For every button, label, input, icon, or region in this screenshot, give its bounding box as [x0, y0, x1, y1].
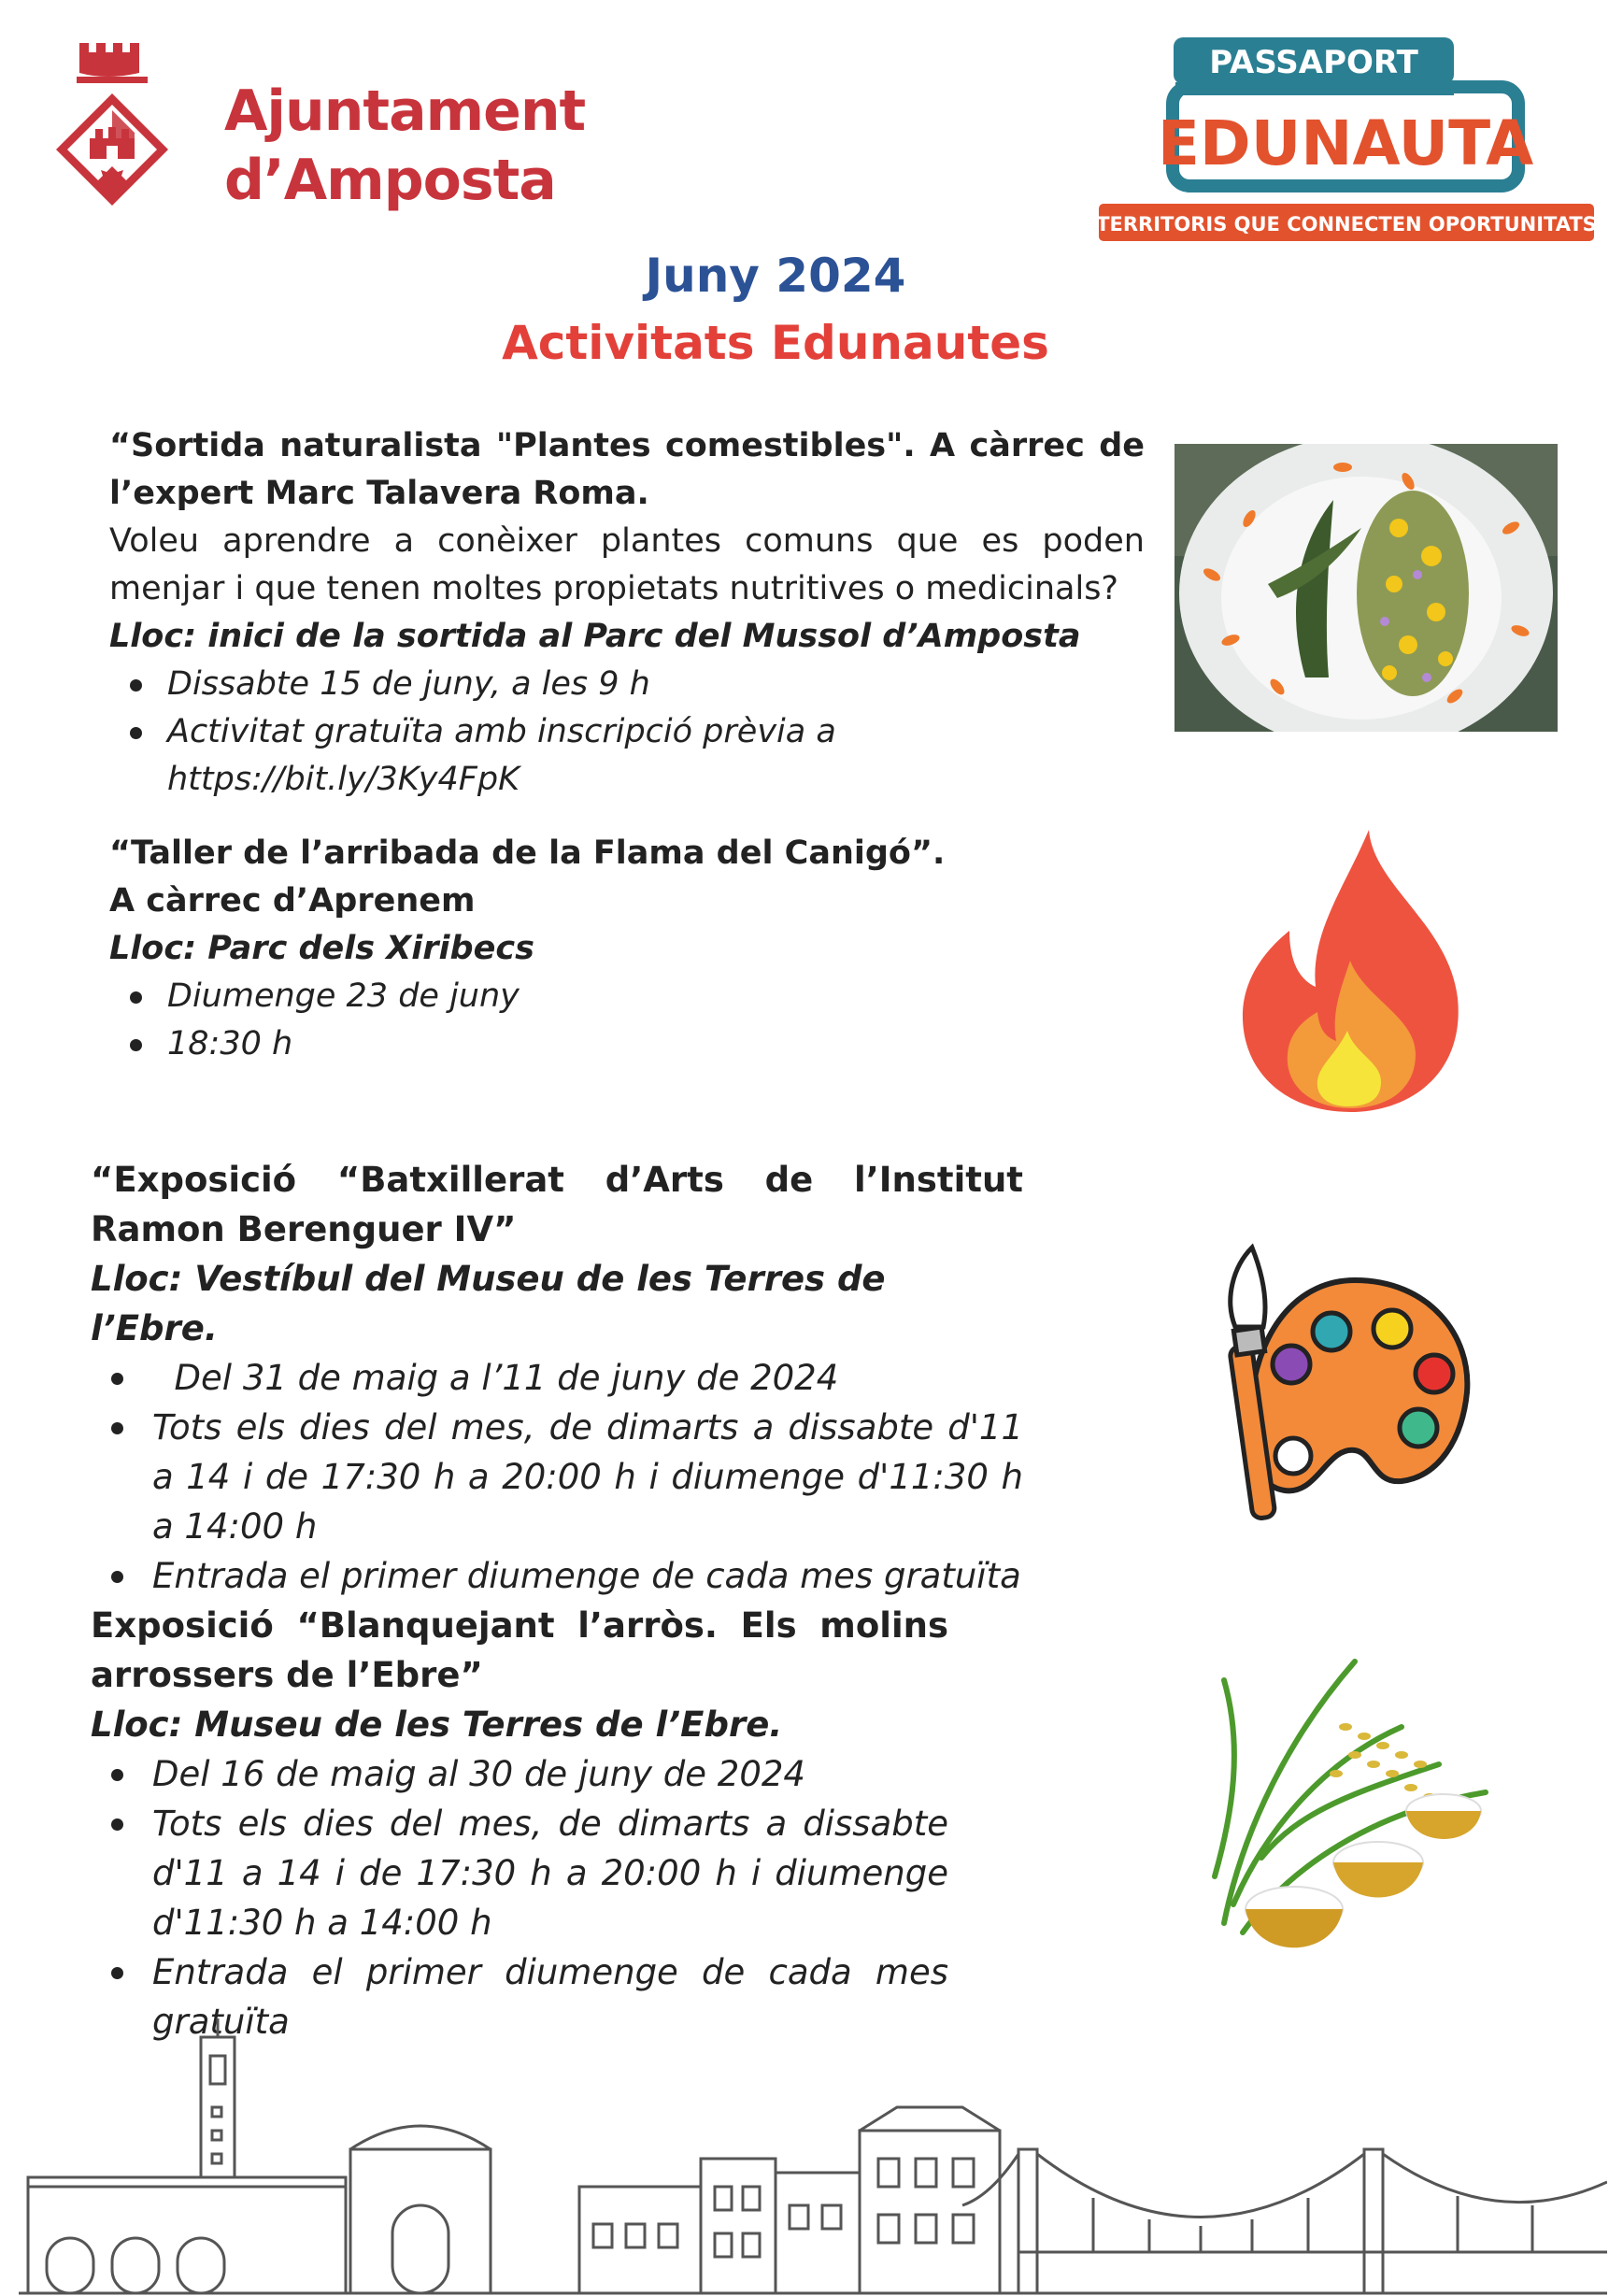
event-detail-time: 18:30 h	[109, 1020, 950, 1068]
amposta-crest-logo	[47, 36, 178, 222]
page-date: Juny 2024	[645, 249, 906, 303]
event-description: Voleu aprendre a conèixer plantes comuns que es poden menjar i que tenen moltes propietats nutritives o medicinals?	[109, 522, 1145, 607]
event-title: “Taller de l’arribada de la Flama del Canigó”.	[109, 834, 946, 872]
rice-plant-bowls-image	[1205, 1624, 1514, 1970]
edible-flowers-plate-image	[1175, 444, 1558, 732]
event-subtitle: A càrrec d’Aprenem	[109, 882, 476, 920]
event-detail-free-entry: Entrada el primer diumenge de cada mes gratuïta	[91, 1551, 1023, 1601]
event-details-list	[109, 661, 1145, 804]
page-title: Activitats Edunautes	[502, 316, 1049, 370]
event-detail-dates: Del 16 de maig al 30 de juny de 2024	[91, 1749, 948, 1799]
event-detail-schedule: Tots els dies del mes, de dimarts a dissabte d'11 a 14 i de 17:30 h a 20:00 h i diumenge d'11:30 h a 14:00 h	[91, 1799, 948, 1947]
flame-icon	[1233, 820, 1467, 1119]
paint-palette-icon	[1215, 1243, 1476, 1523]
event-location: Lloc: Museu de les Terres de l’Ebre.	[91, 1704, 783, 1745]
passport-top-text: PASSAPORT	[1209, 44, 1418, 81]
event-details-list	[91, 1749, 948, 2046]
event-detail-schedule: Tots els dies del mes, de dimarts a dissabte d'11 a 14 i de 17:30 h a 20:00 h i diumenge d'11:30 h a 14:00 h	[91, 1403, 1023, 1551]
passaport-edunauta-logo	[1093, 34, 1598, 249]
event-details-list	[109, 973, 950, 1068]
event-location: Lloc: Vestíbul del Museu de les Terres de l’Ebre.	[91, 1259, 886, 1348]
amposta-skyline-illustration	[19, 2018, 1607, 2296]
event-title: Exposició “Blanquejant l’arròs. Els molins arrossers de l’Ebre”	[91, 1605, 948, 1695]
passport-tagline-text: TERRITORIS QUE CONNECTEN OPORTUNITATS	[1096, 213, 1597, 235]
event-detail-dates: Del 31 de maig a l’11 de juny de 2024	[91, 1353, 1023, 1403]
event-title: “Sortida naturalista "Plantes comestibles". A càrrec de l’expert Marc Talavera Roma.	[109, 427, 1145, 512]
organization-name-line2: d’Amposta	[224, 148, 556, 213]
event-location: Lloc: Parc dels Xiribecs	[109, 930, 534, 967]
event-detail-free-entry: Entrada el primer diumenge de cada mes gratuïta	[91, 1947, 948, 2046]
event-exposicio-batxillerat-arts	[91, 1155, 1023, 1601]
event-detail-registration-link[interactable]: Activitat gratuïta amb inscripció prèvia a https://bit.ly/3Ky4FpK	[109, 708, 1145, 804]
organization-name-line1: Ajuntament	[224, 78, 586, 144]
event-details-list	[91, 1353, 1023, 1601]
event-flama-canigo	[109, 830, 950, 1068]
organization-name	[224, 77, 585, 215]
passport-main-text: EDUNAUTA	[1157, 107, 1534, 179]
event-location: Lloc: inici de la sortida al Parc del Mussol d’Amposta	[109, 618, 1081, 655]
event-detail-date: Dissabte 15 de juny, a les 9 h	[109, 661, 1145, 708]
event-exposicio-blanquejant-arros	[91, 1601, 948, 2046]
event-detail-date: Diumenge 23 de juny	[109, 973, 950, 1020]
event-plantes-comestibles	[109, 422, 1145, 804]
event-title: “Exposició “Batxillerat d’Arts de l’Institut Ramon Berenguer IV”	[91, 1160, 1023, 1249]
